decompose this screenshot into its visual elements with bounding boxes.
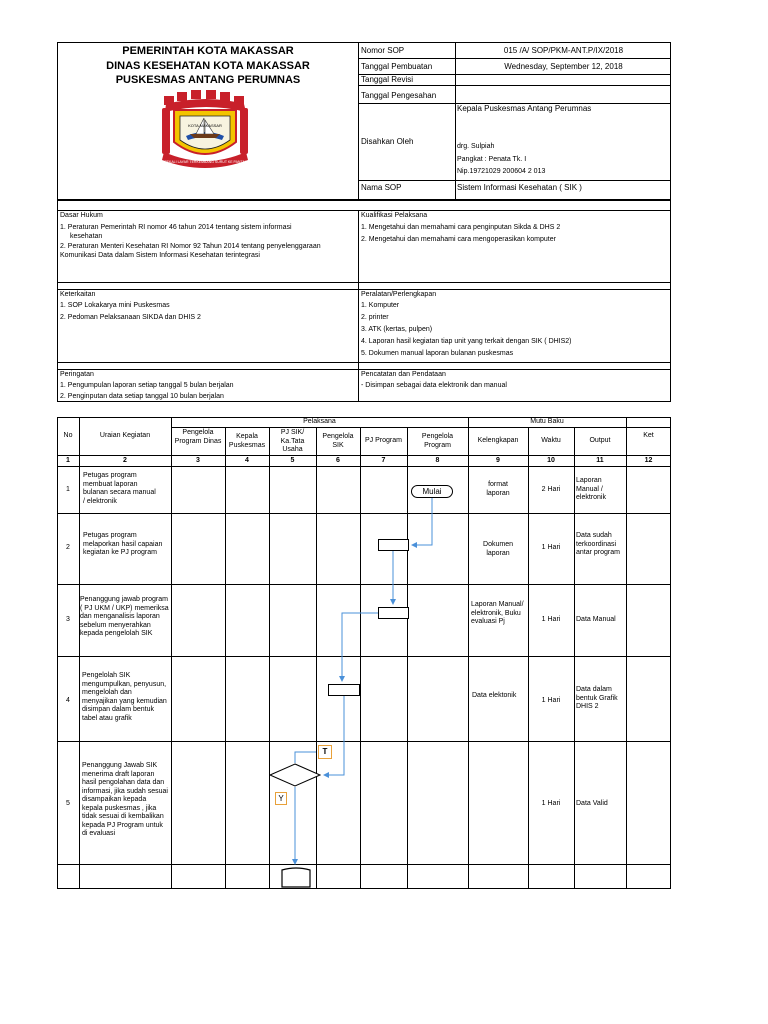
dasar-hukum-1b: kesehatan [70,233,103,240]
pencatatan-1: - Disimpan sebagai data elektronik dan manual [361,382,507,389]
row-waktu: 1 Hari [541,616,561,623]
peringatan-title: Peringatan [60,371,94,378]
disahkan-name: drg. Sulpiah [457,143,495,150]
row-waktu: 1 Hari [541,800,561,807]
row-kelengkapan: Dokumen laporan [483,541,513,557]
row-uraian: Petugas program membuat laporan bulanan secara manual / elektronik [83,472,156,505]
no-label: T [318,745,332,759]
start-terminator: Mulai [411,485,453,498]
nomor-sop-label: Nomor SOP [361,46,405,55]
peralatan-1: 1. Komputer [361,302,400,309]
nama-sop-value: Sistem Informasi Kesehatan ( SIK ) [457,183,582,192]
org-line-3: PUSKESMAS ANTANG PERUMNAS [115,74,301,86]
disahkan-title: Kepala Puskesmas Antang Perumnas [457,104,592,113]
col-output: Output [589,437,611,444]
row-waktu: 1 Hari [541,544,561,551]
col-num: 1 [66,457,70,464]
row-output: Data Manual [576,616,616,623]
svg-text:KOTA MAKASSAR: KOTA MAKASSAR [188,123,222,128]
col-waktu: Waktu [541,437,561,444]
row-waktu: 2 Hari [541,486,561,493]
keterkaitan-2: 2. Pedoman Pelaksanaan SIKDA dan DHIS 2 [60,314,201,321]
org-line-2: DINAS KESEHATAN KOTA MAKASSAR [106,60,310,72]
col-pengelola-program: Pengelola Program [421,433,454,449]
row-output: Laporan Manual / elektronik [576,477,606,501]
row-kelengkapan: format laporan [486,481,510,497]
row-no: 3 [66,616,70,623]
kualifikasi-1: 1. Mengetahui dan memahami cara penginputan Sikda & DHS 2 [361,224,561,231]
col-pj-program: PJ Program [365,437,402,444]
col-num: 4 [245,457,249,464]
tanggal-pembuatan-label: Tanggal Pembuatan [361,62,433,71]
svg-text:SEKALI LAYAR TERKEMBANG SURUT: SEKALI LAYAR TERKEMBANG SURUT KE PANTAI [164,160,246,164]
row-no: 1 [66,486,70,493]
tanggal-revisi-label: Tanggal Revisi [361,75,414,84]
col-kelengkapan: Kelengkapan [477,437,519,444]
kualifikasi-title: Kualifikasi Pelaksana [361,212,428,219]
yes-label: Y [275,792,287,805]
row-output: Data sudah terkoordinasi antar program [576,532,620,556]
col-num: 2 [123,457,127,464]
row-uraian: Penanggung jawab program ( PJ UKM / UKP) memeriksa dan menganalisis laporan sebelum menyerahkan kepada pengelolah SIK [80,596,169,637]
org-line-1: PEMERINTAH KOTA MAKASSAR [122,45,294,57]
kualifikasi-2: 2. Mengetahui dan memahami cara mengoperasikan komputer [361,236,556,243]
nama-sop-label: Nama SOP [361,183,402,192]
peringatan-2: 2. Penginputan data setiap tanggal 10 bulan berjalan [60,393,224,400]
col-kepala-puskesmas: Kepala Puskesmas [228,433,266,449]
row-output: Data dalam bentuk Grafik DHIS 2 [576,686,618,710]
peralatan-3: 3. ATK (kertas, pulpen) [361,326,433,333]
dasar-hukum-1: 1. Peraturan Pemerintah RI nomor 46 tahun 2014 tentang sistem informasi [60,224,292,231]
disahkan-label: Disahkan Oleh [361,137,414,146]
row-kelengkapan: Laporan Manual/ elektronik, Buku evaluasi Pj [471,601,524,625]
disahkan-nip: Nip.19721029 200604 2 013 [457,168,546,175]
pelaksana-header: Pelaksana [303,418,336,425]
tanggal-pengesahan-label: Tanggal Pengesahan [361,91,437,100]
keterkaitan-1: 1. SOP Lokakarya mini Puskesmas [60,302,170,309]
dasar-hukum-2: 2. Peraturan Menteri Kesehatan RI Nomor 92 Tahun 2014 tentang penyelenggaraan Komunikasi Data dalam Sistem Informasi Kesehatan terintegrasi [60,243,321,259]
col-ket: Ket [643,432,654,439]
nomor-sop-value: 015 /A/ SOP/PKM-ANT.P/IX/2018 [503,46,624,55]
row-uraian: Pengelolah SIK mengumpulkan, penyusun, mengelolah dan menyajikan yang kemudian disimpan dalam bentuk tabel atau grafik [82,672,167,722]
col-num: 9 [496,457,500,464]
col-num: 6 [336,457,340,464]
peralatan-5: 5. Dokumen manual laporan bulanan puskesmas [361,350,514,357]
col-num: 12 [644,457,653,464]
dasar-hukum-title: Dasar Hukum [60,212,103,219]
col-num: 5 [290,457,295,464]
col-pengelola-sik: Pengelola SIK [322,433,354,449]
peringatan-1: 1. Pengumpulan laporan setiap tanggal 5 bulan berjalan [60,382,234,389]
col-pengelola-dinas: Pengelola Program Dinas [174,429,222,445]
pencatatan-title: Pencatatan dan Pendataan [361,371,446,378]
col-num: 11 [596,457,604,464]
row-kelengkapan: Data elektonik [472,692,517,699]
col-num: 10 [547,457,555,464]
peralatan-2: 2. printer [361,314,389,321]
disahkan-rank: Pangkat : Penata Tk. I [457,156,527,163]
col-uraian: Uraian Kegiatan [99,432,151,439]
row-no: 2 [66,544,70,551]
col-num: 7 [381,457,386,464]
row-no: 5 [66,800,70,807]
row-waktu: 1 Hari [541,697,561,704]
mutu-baku-header: Mutu Baku [530,418,564,425]
col-no: No [63,432,73,439]
tanggal-pembuatan-value: Wednesday, September 12, 2018 [504,62,623,71]
row-output: Data Valid [576,800,608,807]
row-uraian: Penanggung Jawab SIK menerima draft laporan hasil pengolahan data dan informasi, jika sudah sesuai disampaikan kepada kepala puskesmas , jika tidak sesuai di kembalikan kepada PJ Program untuk di evaluasi [82,762,168,837]
col-pj-sik: PJ SIK/ Ka.Tata Usaha [280,429,305,453]
peralatan-title: Peralatan/Perlengkapan [361,291,437,298]
peralatan-4: 4. Laporan hasil kegiatan tiap unit yang terkait dengan SIK ( DHIS2) [361,338,572,345]
row-no: 4 [66,697,70,704]
col-num: 8 [435,457,440,464]
row-uraian: Petugas program melaporkan hasil capaian kegiatan ke PJ program [83,532,163,556]
keterkaitan-title: Keterkaitan [60,291,96,298]
col-num: 3 [196,457,200,464]
